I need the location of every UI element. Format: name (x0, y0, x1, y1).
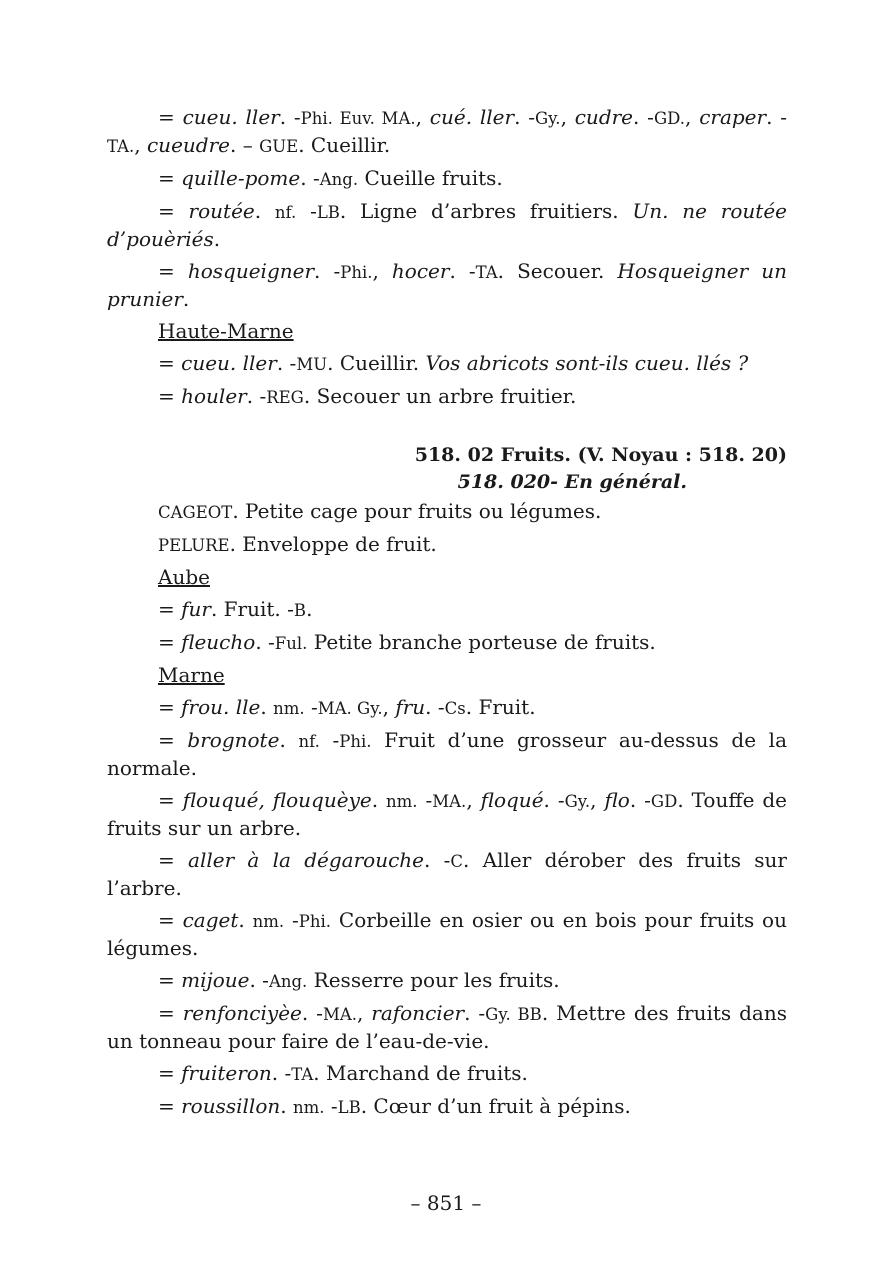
entry-text: . Secouer un arbre fruitier. (303, 384, 577, 408)
entry-text: . - (314, 259, 341, 283)
entry-text: = (158, 1094, 182, 1118)
entry-abbrev: MA. (432, 792, 467, 811)
entry-text: = (158, 630, 182, 654)
entry-term: fleucho (181, 630, 256, 654)
entry-text: = (158, 728, 188, 752)
entry-term: fruiteron (181, 1061, 272, 1085)
entry-term: cueu. ller (181, 351, 277, 375)
dictionary-entry (107, 629, 787, 657)
entry-text: . - (629, 788, 651, 812)
dictionary-entry (107, 787, 787, 842)
entry-text: . Secouer. (497, 259, 618, 283)
entry-text: , (372, 259, 392, 283)
region-heading (107, 564, 787, 591)
entry-abbrev: Phi. (298, 912, 332, 931)
entry-term: hosqueigner (187, 259, 315, 283)
dictionary-entry (107, 967, 787, 995)
entry-abbrev: GD (650, 792, 678, 811)
dictionary-entry (107, 258, 787, 313)
entry-text: . - (425, 695, 445, 719)
entry-abbrev: B (293, 601, 307, 620)
entry-abbrev: GUE (259, 137, 299, 156)
entry-text: Petite branche porteuse de fruits. (307, 630, 656, 654)
dictionary-entry (107, 198, 787, 253)
entry-term: aller à la dégarouche (188, 848, 424, 872)
entry-abbrev: Ang. (319, 170, 359, 189)
entry-text: . Petite cage pour fruits ou légumes. (232, 499, 602, 523)
entry-abbrev: CAGEOT (158, 503, 233, 522)
entry-text: = (158, 105, 183, 129)
region-heading (107, 318, 787, 345)
entry-abbrev: Cs (444, 699, 466, 718)
entry-text: . (279, 728, 299, 752)
entry-text: - (324, 1094, 338, 1118)
entry-term: fru (395, 695, 426, 719)
entry-abbrev: Phi. Euv. MA. (300, 109, 416, 128)
entry-abbrev: C (450, 852, 464, 871)
entry-text: . (182, 287, 190, 311)
entry-text: . (238, 908, 253, 932)
entry-term: fur (181, 597, 211, 621)
entry-text: = (158, 695, 182, 719)
entry-text: , (357, 1001, 372, 1025)
dictionary-entry (107, 165, 787, 193)
entry-text: = (158, 597, 182, 621)
entry-term: quille-pome (181, 166, 301, 190)
subsection-heading: 518. 020- En général. (457, 471, 687, 493)
entry-text: , (382, 695, 396, 719)
dictionary-entry (107, 1000, 787, 1055)
entry-abbrev: MU (296, 355, 328, 374)
entry-abbrev: Gy. BB (485, 1005, 542, 1024)
dictionary-entry (107, 104, 787, 160)
entry-text: . - (276, 351, 297, 375)
entry-text: . (280, 1094, 293, 1118)
entry-text: . - (449, 259, 476, 283)
dictionary-entry (107, 847, 787, 902)
entry-term: floqué (480, 788, 544, 812)
region-heading (107, 662, 787, 689)
entry-abbrev: nm. (273, 699, 305, 718)
entry-abbrev: TA (291, 1065, 314, 1084)
entry-abbrev: nm. (252, 912, 285, 931)
entry-text: . - (301, 1001, 323, 1025)
dictionary-entry (107, 1060, 787, 1088)
entry-term: cueu. ller (182, 105, 280, 129)
entry-term: craper (699, 105, 767, 129)
dictionary-entry (107, 531, 787, 559)
entry-text: . Cueillir. (327, 351, 426, 375)
entry-term: Un. ne routée d’pouèriés (107, 199, 787, 251)
entry-text: , (134, 133, 147, 157)
entry-term: flo (604, 788, 630, 812)
entry-text: = (158, 166, 182, 190)
section-gap (107, 416, 787, 442)
page-body (107, 104, 787, 1126)
entry-text: . (371, 788, 387, 812)
entry-text: . (213, 227, 221, 251)
page-number: – 851 – (410, 1191, 482, 1215)
entry-term: cueudre (146, 133, 230, 157)
dictionary-entry (107, 907, 787, 962)
entry-abbrev: MA. Gy. (317, 699, 383, 718)
entry-text: . - (514, 105, 535, 129)
entries-top (107, 104, 787, 411)
entry-text: - (304, 695, 318, 719)
entry-text: Corbeille en osier ou en bois pour fruits ou légumes. (107, 908, 787, 960)
entry-text: . - (300, 166, 320, 190)
entry-abbrev: Gy. (564, 792, 591, 811)
entry-text: , (590, 788, 605, 812)
entry-text: . - (249, 968, 269, 992)
entry-text: Cueille fruits. (358, 166, 503, 190)
entry-term: renfonciyèe (182, 1001, 302, 1025)
entry-abbrev: MA. (322, 1005, 357, 1024)
entry-text: . Fruit. (465, 695, 536, 719)
entry-term: mijoue (181, 968, 250, 992)
entry-text: = (158, 848, 189, 872)
entry-abbrev: REG (266, 388, 304, 407)
entry-text: . (254, 199, 275, 223)
dictionary-entry (107, 350, 787, 378)
entry-text: , (415, 105, 430, 129)
entry-abbrev: TA (475, 263, 498, 282)
entry-abbrev: Ful. (274, 634, 308, 653)
entry-abbrev: GD. (653, 109, 686, 128)
entry-text: = (158, 1061, 182, 1085)
entry-text: . - (633, 105, 654, 129)
entry-term: Hosqueigner un prunier (107, 259, 787, 311)
entry-abbrev: Ang. (268, 972, 308, 991)
entry-term: Vos abricots sont-ils cueu. llés ? (425, 351, 749, 375)
entry-term: routée (188, 199, 255, 223)
entry-term: flouqué, flouquèye (182, 788, 372, 812)
entry-term: hocer (391, 259, 450, 283)
section-heading: 518. 02 Fruits. (V. Noyau : 518. 20) (414, 444, 787, 466)
entry-abbrev: nf. (298, 732, 320, 751)
entry-term: brognote (187, 728, 280, 752)
entry-text: . Fruit. - (210, 597, 294, 621)
entry-text: . - (255, 630, 275, 654)
dictionary-entry (107, 498, 787, 526)
entry-text: . - (279, 105, 301, 129)
entry-text: - (417, 788, 433, 812)
entry-abbrev: Gy. (535, 109, 561, 128)
entry-text: . Enveloppe de fruit. (229, 532, 437, 556)
entry-text: , (560, 105, 575, 129)
entry-text: = (158, 788, 183, 812)
entry-text: . Marchand de fruits. (313, 1061, 528, 1085)
entry-text: . (260, 695, 274, 719)
entry-text: Fruit d’une grosseur au-dessus de la normale. (107, 728, 787, 780)
entries-bottom (107, 498, 787, 1121)
entry-abbrev: PELURE (158, 536, 230, 555)
entry-text: . - (424, 848, 451, 872)
entry-text: Aube (158, 565, 210, 589)
entry-text: . - (543, 788, 565, 812)
entry-text: . Ligne d’arbres fruitiers. (339, 199, 633, 223)
entry-term: houler (181, 384, 247, 408)
entry-text: = (158, 351, 182, 375)
entry-term: rafoncier (371, 1001, 465, 1025)
entry-abbrev: LB (337, 1098, 361, 1117)
entry-text: , (685, 105, 700, 129)
entry-abbrev: Phi. (339, 732, 372, 751)
entry-text: . Cueillir. (298, 133, 391, 157)
dictionary-entry (107, 694, 787, 722)
entry-text: - (319, 728, 340, 752)
entry-text: . - (464, 1001, 486, 1025)
entry-text: = (158, 199, 189, 223)
entry-text: = (158, 1001, 183, 1025)
entry-text: . – (229, 133, 260, 157)
dictionary-entry (107, 1093, 787, 1121)
entry-text: = (158, 968, 182, 992)
entry-text: . - (246, 384, 267, 408)
entry-text: . - (271, 1061, 292, 1085)
entry-text: . Aller dérober des fruits sur l’arbre. (107, 848, 787, 900)
entry-text: . Cœur d’un fruit à pépins. (360, 1094, 631, 1118)
entry-text: Resserre pour les fruits. (307, 968, 560, 992)
entry-term: frou. lle (181, 695, 261, 719)
entry-text: = (158, 259, 188, 283)
entry-abbrev: Phi. (340, 263, 373, 282)
entry-text: Marne (158, 663, 225, 687)
entry-text: Haute-Marne (158, 319, 294, 343)
entry-text: . (306, 597, 313, 621)
dictionary-entry (107, 383, 787, 411)
entry-abbrev: LB (316, 203, 340, 222)
entry-term: roussillon (181, 1094, 281, 1118)
entry-text: . Touffe de fruits sur un arbre. (107, 788, 787, 840)
entry-text: , (466, 788, 481, 812)
entry-abbrev: nm. (292, 1098, 325, 1117)
entry-abbrev: nf. (274, 203, 297, 222)
entry-text: . - (766, 105, 787, 129)
dictionary-entry (107, 596, 787, 624)
entry-text: = (158, 384, 182, 408)
entry-text: = (158, 908, 183, 932)
entry-abbrev: nm. (386, 792, 418, 811)
entry-text: . Mettre des fruits dans un tonneau pour faire de l’eau-de-vie. (107, 1001, 788, 1053)
entry-term: caget (182, 908, 239, 932)
entry-term: cudre (574, 105, 634, 129)
dictionary-entry (107, 727, 787, 782)
entry-text: - (284, 908, 299, 932)
entry-term: cué. ller (429, 105, 515, 129)
entry-text: - (296, 199, 317, 223)
entry-abbrev: TA. (107, 137, 135, 156)
